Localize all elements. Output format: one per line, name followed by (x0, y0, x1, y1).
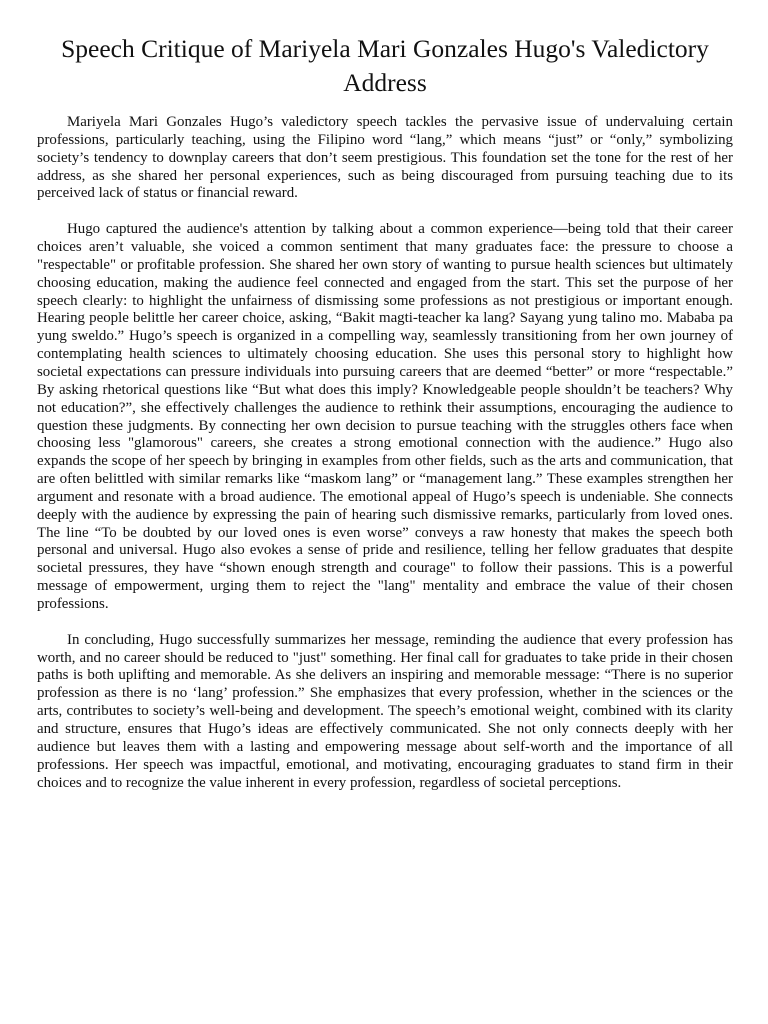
paragraph-conclusion: In concluding, Hugo successfully summarizes her message, reminding the audience that every profession has worth, and no career should be reduced to "just" something. Her final call for graduates to take pride in their chosen paths is both uplifting and memorable. As she delivers an inspiring and memorable message: “There is no superior profession as there is no ‘lang’ profession.” She emphasizes that every profession, whether in the sciences or the arts, contributes to society’s well-being and development. The speech’s emotional weight, combined with its clarity and structure, ensures that Hugo’s ideas are effectively communicated. She not only connects deeply with her audience but leaves them with a lasting and empowering message about self-worth and the importance of all professions. Her speech was impactful, emotional, and motivating, encouraging graduates to stand firm in their choices and to recognize the value inherent in every profession, regardless of societal perceptions. (37, 631, 733, 791)
paragraph-introduction: Mariyela Mari Gonzales Hugo’s valedictory speech tackles the pervasive issue of undervaluing certain professions, particularly teaching, using the Filipino word “lang,” which means “just” or “only,” symbolizing society’s tendency to downplay careers that don’t seem prestigious. This foundation set the tone for the rest of her address, as she shared her personal experiences, such as being discouraged from pursuing teaching due to its perceived lack of status or financial reward. (37, 114, 733, 202)
document-body (37, 114, 733, 792)
document-title: Speech Critique of Mariyela Mari Gonzales Hugo's Valedictory Address (61, 34, 709, 97)
paragraph-analysis: Hugo captured the audience's attention by talking about a common experience—being told that their career choices aren’t valuable, she voiced a common sentiment that many graduates face: the pressure to choose a "respectable" or profitable profession. She shared her own story of wanting to pursue health sciences but ultimately choosing education, making the audience feel connected and engaged from the start. This set the purpose of her speech clearly: to highlight the unfairness of dismissing some professions as not prestigious or important enough. Hearing people belittle her career choice, asking, “Bakit magti-teacher ka lang? Sayang yung talino mo. Mababa pa yung sweldo.” Hugo’s speech is organized in a compelling way, seamlessly transitioning from her own journey of contemplating health sciences to ultimately choosing education. She uses this personal story to highlight how societal expectations can pressure individuals into pursuing careers that are deemed “better” or more “respectable.” By asking rhetorical questions like “But what does this imply? Knowledgeable people shouldn’t be teachers? Why not education?”, she effectively challenges the audience to rethink their assumptions, encouraging the audience to question these judgments. By connecting her own decision to pursue teaching with the struggles others face when choosing less "glamorous" careers, she creates a strong emotional connection with the audience.” Hugo also expands the scope of her speech by bringing in examples from other fields, such as the arts and communication, that are often belittled with similar remarks like “maskom lang” or “management lang.” These examples strengthen her argument and resonate with a broad audience. The emotional appeal of Hugo’s speech is undeniable. She connects deeply with the audience by expressing the pain of hearing such dismissive remarks, particularly from loved ones. The line “To be doubted by our loved ones is even worse” conveys a raw honesty that makes the speech both personal and universal. Hugo also evokes a sense of pride and resilience, telling her fellow graduates that despite societal pressures, they have “shown enough strength and courage" to follow their passions. This is a powerful message of empowerment, urging them to reject the "lang" mentality and embrace the value of their chosen professions. (37, 221, 733, 612)
document-page (37, 32, 733, 810)
